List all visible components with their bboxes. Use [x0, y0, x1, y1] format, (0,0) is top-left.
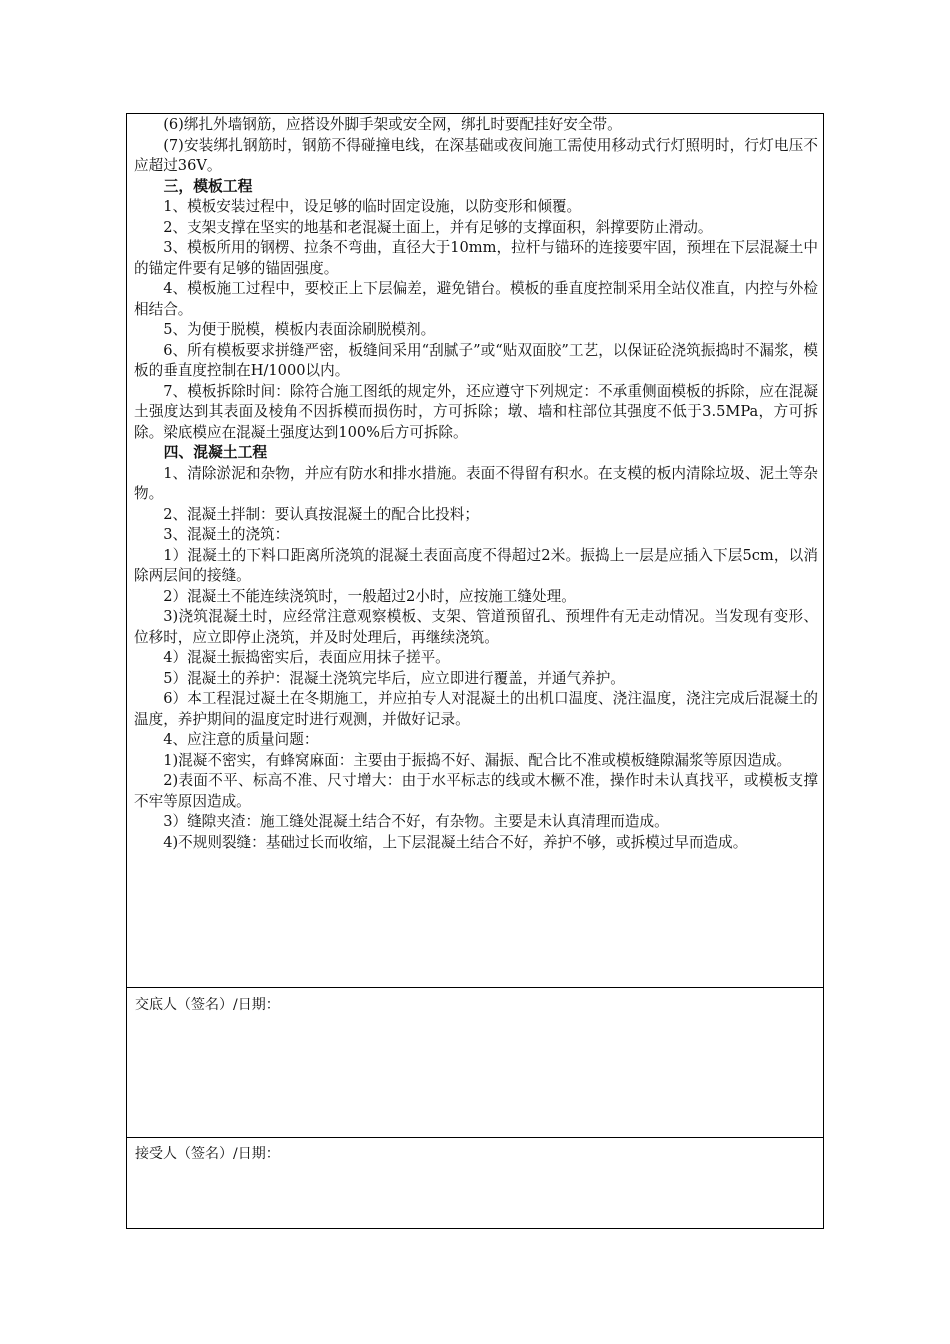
paragraph: 2、支架支撑在坚实的地基和老混凝土面上，并有足够的支撑面积，斜撑要防止滑动。 — [163, 218, 713, 236]
paragraph: 4)不规则裂缝：基础过长而收缩，上下层混凝土结合不好，养护不够，或拆模过早而造成。 — [163, 833, 748, 851]
paragraph: 4、模板施工过程中，要校正上下层偏差，避免错台。模板的垂直度控制采用全站仪准直，内控与外检相结合。 — [134, 280, 818, 318]
paragraph: 2）混凝土不能连续浇筑时，一般超过2小时，应按施工缝处理。 — [163, 587, 576, 605]
paragraph: 1)混凝不密实，有蜂窝麻面：主要由于振捣不好、漏振、配合比不准或模板缝隙漏浆等原因造成。 — [163, 751, 792, 769]
paragraph: 2)表面不平、标高不准、尺寸增大：由于水平标志的线或木橛不准，操作时未认真找平，或模板支撑不牢等原因造成。 — [134, 772, 818, 810]
section-heading: 四、混凝土工程 — [163, 444, 268, 461]
paragraph: 3)浇筑混凝土时，应经常注意观察模板、支架、管道预留孔、预埋件有无走动情况。当发现有变形、位移时，应立即停止浇筑，并及时处理后，再继续浇筑。 — [134, 608, 818, 646]
paragraph: 6）本工程混过凝土在冬期施工，并应拍专人对混凝土的出机口温度、浇注温度，浇注完成后混凝土的温度，养护期间的温度定时进行观测，并做好记录。 — [134, 690, 818, 728]
paragraph: 1）混凝土的下料口距离所浇筑的混凝土表面高度不得超过2米。振捣上一层是应插入下层5cm，以消除两层间的接缝。 — [134, 546, 818, 584]
paragraph: 3、模板所用的钢楞、拉条不弯曲，直径大于10mm，拉杆与锚环的连接要牢固，预埋在下层混凝土中的锚定件要有足够的锚固强度。 — [134, 239, 818, 277]
paragraph: 1、模板安装过程中，设足够的临时固定设施，以防变形和倾覆。 — [163, 198, 582, 215]
paragraph: 2、混凝土拌制：要认真按混凝土的配合比投料； — [163, 505, 479, 523]
disclosure-content — [134, 115, 818, 987]
paragraph: 1、清除淤泥和杂物，并应有防水和排水措施。表面不得留有积水。在支模的板内清除垃圾、泥土等杂物。 — [134, 464, 818, 502]
row-divider-receiver — [126, 1137, 824, 1138]
section-heading: 三，模板工程 — [163, 177, 253, 195]
handover-signature-label: 交底人（签名）/日期： — [135, 997, 280, 1013]
paragraph: (6)绑扎外墙钢筋，应搭设外脚手架或安全网，绑扎时要配挂好安全带。 — [163, 116, 622, 133]
paragraph: 5、为便于脱模，模板内表面涂刷脱模剂。 — [163, 321, 436, 338]
paragraph: 5）混凝土的养护：混凝土浇筑完毕后，应立即进行覆盖，并通气养护。 — [163, 669, 625, 687]
paragraph: 3）缝隙夹渣：施工缝处混凝土结合不好，有杂物。主要是未认真清理而造成。 — [163, 813, 669, 830]
paragraph: 4）混凝土振捣密实后，表面应用抹子搓平。 — [163, 649, 450, 666]
receiver-signature-label: 接受人（签名）/日期： — [135, 1146, 280, 1162]
paragraph: 6、所有模板要求拼缝严密，板缝间采用“刮腻子”或“贴双面胶”工艺，以保证砼浇筑振捣时不漏浆，模板的垂直度控制在H/1000以内。 — [134, 341, 818, 379]
paragraph: 4、应注意的质量问题： — [163, 731, 319, 748]
paragraph: 7、模板拆除时间：除符合施工图纸的规定外，还应遵守下列规定：不承重侧面模板的拆除，应在混凝土强度达到其表面及棱角不因拆模而损伤时，方可拆除；墩、墙和柱部位其强度不低于3.5MPa，方可拆除。梁底模应在混凝土强度达到100%后方可拆除。 — [134, 382, 818, 441]
paragraph: 3、混凝土的浇筑： — [163, 526, 290, 543]
row-divider-handover — [126, 987, 824, 988]
paragraph: (7)安装绑扎钢筋时，钢筋不得碰撞电线，在深基础或夜间施工需使用移动式行灯照明时，行灯电压不应超过36V。 — [134, 136, 818, 174]
